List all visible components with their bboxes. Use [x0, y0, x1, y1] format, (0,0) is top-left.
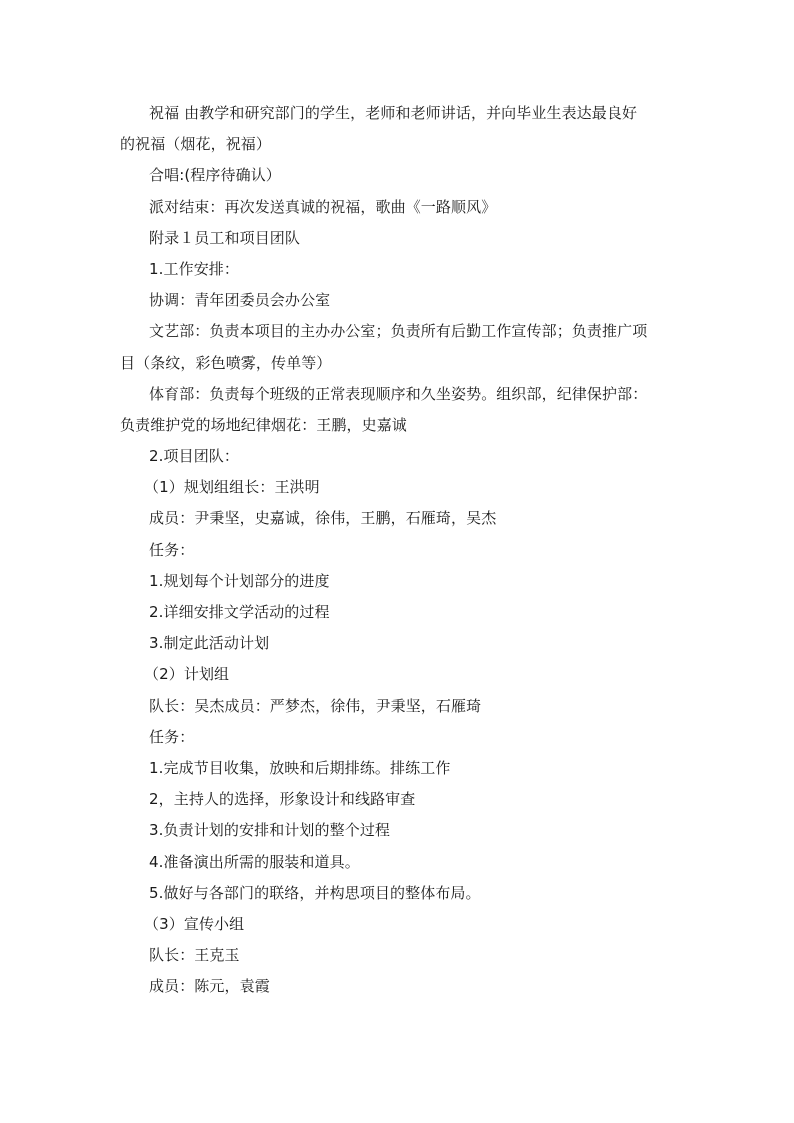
paragraph-line: 合唱:(程序待确认） [149, 166, 281, 185]
paragraph-line: 目（条纹，彩色喷雾，传单等） [120, 353, 332, 372]
list-item: 5.做好与各部门的联络，并构思项目的整体布局。 [149, 883, 481, 902]
subsection-heading: （2）计划组 [144, 665, 230, 684]
paragraph-line: 文艺部：负责本项目的主办办公室；负责所有后勤工作宣传部；负责推广项 [149, 322, 648, 341]
subsection-heading: （3）宣传小组 [144, 914, 245, 933]
list-item: 2，主持人的选择，形象设计和线路审查 [149, 790, 416, 809]
list-item: 1.完成节目收集，放映和后期排练。排练工作 [149, 758, 451, 777]
paragraph-line: 协调：青年团委员会办公室 [149, 291, 331, 310]
paragraph-line: 成员：尹秉坚，史嘉诚，徐伟，王鹏，石雁琦，吴杰 [149, 509, 497, 528]
section-heading: 2.项目团队： [149, 447, 240, 466]
list-item: 3.制定此活动计划 [149, 634, 270, 653]
section-heading: 附录１员工和项目团队 [149, 228, 301, 247]
paragraph-line: 体育部：负责每个班级的正常表现顺序和久坐姿势。组织部，纪律保护部： [149, 384, 648, 403]
document-body [120, 98, 676, 1002]
paragraph-line: 派对结束：再次发送真诚的祝福，歌曲《一路顺风》 [149, 197, 497, 216]
list-item: 4.准备演出所需的服装和道具。 [149, 852, 360, 871]
section-heading: 1.工作安排： [149, 259, 240, 278]
list-item: 2.详细安排文学活动的过程 [149, 603, 330, 621]
paragraph-line: 队长：吴杰成员：严梦杰，徐伟，尹秉坚，石雁琦 [149, 696, 482, 715]
paragraph-line: 的祝福（烟花，祝福） [120, 135, 272, 154]
list-item: 1.规划每个计划部分的进度 [149, 571, 330, 590]
paragraph-line: 队长：王克玉 [149, 946, 240, 965]
paragraph-line: 成员：陈元，袁霞 [149, 977, 270, 996]
paragraph-line: 任务： [149, 540, 195, 559]
paragraph-line: 祝福 由教学和研究部门的学生，老师和老师讲话，并向毕业生表达最良好 [149, 104, 638, 122]
list-item: 3.负责计划的安排和计划的整个过程 [149, 821, 391, 840]
paragraph-line: 负责维护党的场地纪律烟花：王鹏，史嘉诚 [120, 415, 407, 434]
paragraph-line: 任务： [149, 727, 195, 746]
subsection-heading: （1）规划组组长：王洪明 [144, 478, 320, 497]
